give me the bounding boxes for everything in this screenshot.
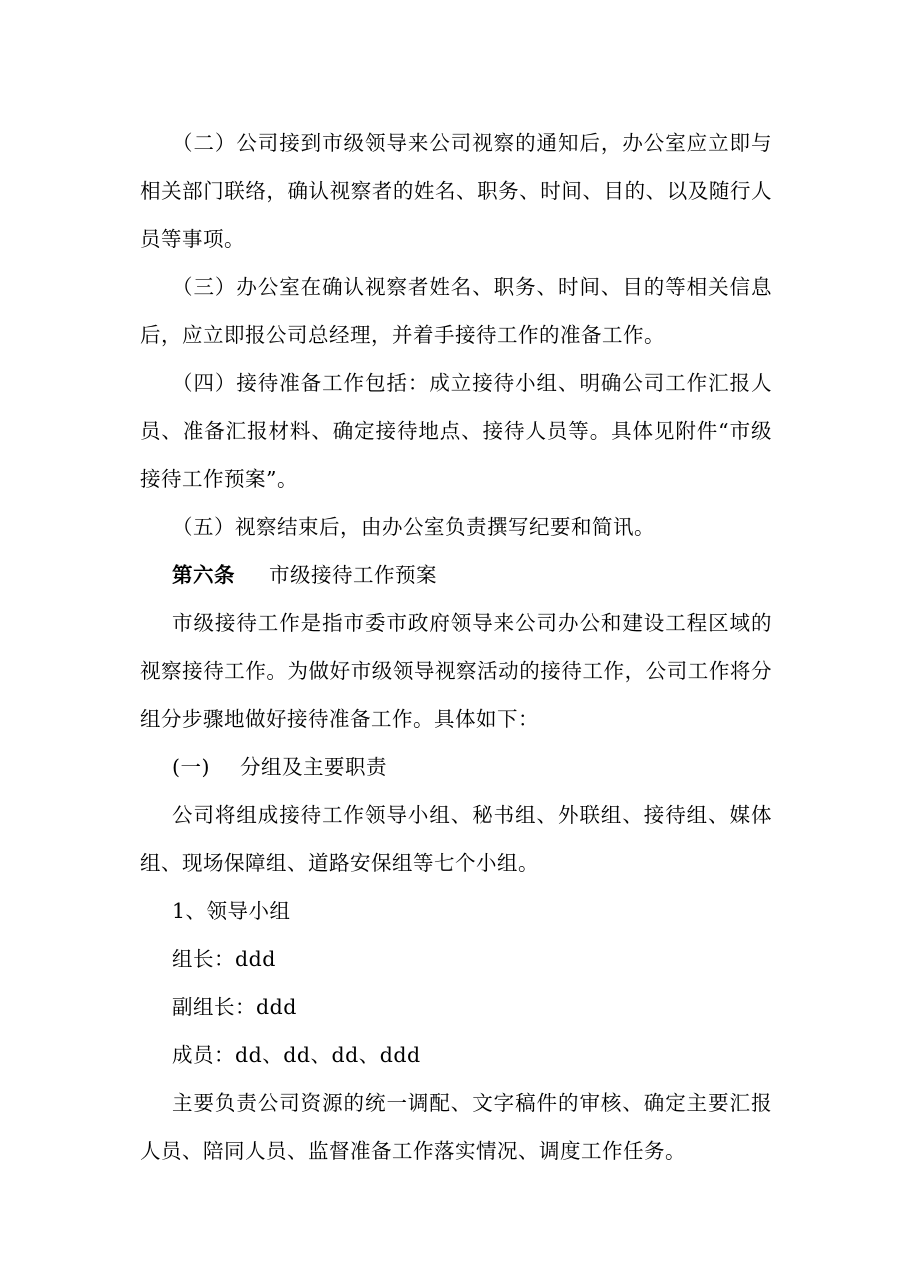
group-leader: 组长：ddd <box>172 947 276 971</box>
article-title: 市级接待工作预案 <box>269 563 437 587</box>
paragraph-5: （五）视察结束后，由办公室负责撰写纪要和简讯。 <box>172 515 655 539</box>
group-duties-paragraph: 主要负责公司资源的统一调配、文字稿件的审核、确定主要汇报人员、陪同人员、监督准备工作落实情况、调度工作任务。 <box>140 1091 772 1163</box>
paragraph-2: （二）公司接到市级领导来公司视察的通知后，办公室应立即与相关部门联络，确认视察者的姓名、职务、时间、目的、以及随行人员等事项。 <box>140 131 772 251</box>
section-heading <box>172 743 387 791</box>
article-heading <box>172 551 437 599</box>
paragraph-4: （四）接待准备工作包括：成立接待小组、明确公司工作汇报人员、准备汇报材料、确定接待地点、接待人员等。具体见附件“市级接待工作预案”。 <box>140 371 772 491</box>
group-vice-leader: 副组长：ddd <box>172 995 297 1019</box>
article-label: 第六条 <box>172 563 235 587</box>
groups-intro-paragraph: 公司将组成接待工作领导小组、秘书组、外联组、接待组、媒体组、现场保障组、道路安保组等七个小组。 <box>140 803 772 875</box>
section-number: (一) <box>172 755 210 779</box>
intro-paragraph: 市级接待工作是指市委市政府领导来公司办公和建设工程区域的视察接待工作。为做好市级领导视察活动的接待工作，公司工作将分组分步骤地做好接待准备工作。具体如下： <box>140 611 772 731</box>
group-members: 成员：dd、dd、dd、ddd <box>172 1043 421 1067</box>
group-title: 1、领导小组 <box>172 899 291 923</box>
section-title: 分组及主要职责 <box>240 755 387 779</box>
paragraph-3: （三）办公室在确认视察者姓名、职务、时间、目的等相关信息后，应立即报公司总经理，并着手接待工作的准备工作。 <box>140 275 772 347</box>
